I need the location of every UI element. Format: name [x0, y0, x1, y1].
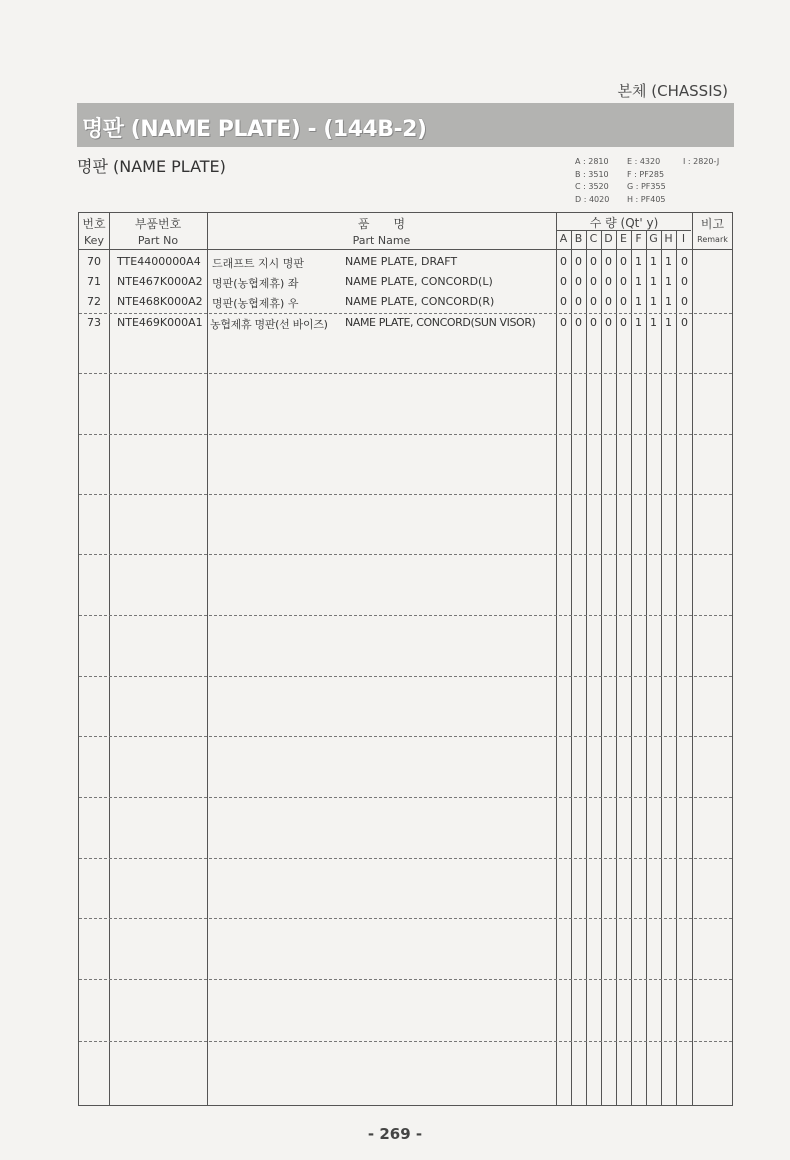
qty-value: 1 — [635, 316, 642, 329]
column-divider — [661, 230, 662, 1105]
model-legend-col1 — [575, 156, 609, 206]
qty-value: 0 — [575, 316, 582, 329]
column-divider — [601, 230, 602, 1105]
header-bottom-line — [79, 249, 732, 250]
qty-value: 0 — [560, 316, 567, 329]
column-divider — [646, 230, 647, 1105]
qty-value: 1 — [665, 275, 672, 288]
legend-entry: I : 2820-J — [683, 157, 720, 166]
legend-entry: A : 2810 — [575, 157, 609, 166]
qty-value: 0 — [590, 255, 597, 268]
qty-value: 0 — [575, 255, 582, 268]
qty-value: 0 — [620, 295, 627, 308]
qty-value: 0 — [620, 275, 627, 288]
row-separator — [79, 736, 732, 737]
page-title: 명판 (NAME PLATE) - (144B-2) — [82, 117, 427, 142]
qty-value: 0 — [681, 295, 688, 308]
parts-table — [78, 212, 733, 1106]
row-separator — [79, 1041, 732, 1042]
qty-value: 0 — [605, 275, 612, 288]
qty-value: 0 — [620, 255, 627, 268]
header-remark-en: Remark — [697, 235, 728, 244]
column-divider — [109, 213, 110, 1105]
qty-col-g: G — [649, 232, 658, 245]
row-part-no: TTE4400000A4 — [117, 255, 201, 268]
column-divider — [676, 230, 677, 1105]
row-key: 72 — [87, 295, 101, 308]
row-separator — [79, 615, 732, 616]
row-part-no: NTE468K000A2 — [117, 295, 203, 308]
column-divider — [556, 213, 557, 1105]
qty-value: 0 — [590, 316, 597, 329]
column-divider — [571, 230, 572, 1105]
row-part-no: NTE467K000A2 — [117, 275, 203, 288]
row-name-en: NAME PLATE, DRAFT — [345, 255, 458, 268]
page-subtitle: 명판 (NAME PLATE) — [77, 157, 226, 176]
row-key: 70 — [87, 255, 101, 268]
qty-value: 0 — [560, 255, 567, 268]
row-name-en: NAME PLATE, CONCORD(L) — [345, 275, 493, 288]
qty-value: 0 — [575, 275, 582, 288]
qty-value: 1 — [650, 255, 657, 268]
qty-value: 1 — [650, 275, 657, 288]
model-legend-col2 — [627, 156, 666, 206]
column-divider — [616, 230, 617, 1105]
page-number: - 269 - — [367, 1125, 423, 1143]
row-separator — [79, 373, 732, 374]
row-key: 71 — [87, 275, 101, 288]
header-remark-kr: 비고 — [700, 217, 725, 231]
qty-value: 1 — [650, 295, 657, 308]
row-name-en: NAME PLATE, CONCORD(R) — [345, 295, 495, 308]
qty-col-b: B — [574, 232, 583, 245]
row-name-kr: 명판(농협제휴) 좌 — [212, 277, 299, 290]
header-key-en: Key — [84, 234, 104, 247]
legend-entry: B : 3510 — [575, 169, 609, 179]
qty-col-d: D — [604, 232, 613, 245]
qty-col-i: I — [681, 232, 686, 245]
row-separator — [79, 554, 732, 555]
qty-value: 0 — [620, 316, 627, 329]
qty-col-c: C — [589, 232, 598, 245]
legend-entry: H : PF405 — [627, 194, 666, 204]
qty-col-h: H — [664, 232, 673, 245]
row-name-kr: 농협제휴 명판(선 바이즈) — [210, 318, 328, 331]
header-key-kr: 번호 — [82, 217, 106, 231]
row-separator — [79, 494, 732, 495]
header-partno-kr: 부품번호 — [134, 217, 182, 231]
header-qty: 수 량 (Qt' y) — [589, 216, 659, 230]
column-divider — [586, 230, 587, 1105]
header-name-kr: 품 명 — [357, 217, 406, 231]
row-separator — [79, 313, 732, 314]
row-name-en: NAME PLATE, CONCORD(SUN VISOR) — [345, 316, 536, 329]
legend-entry: C : 3520 — [575, 182, 609, 191]
model-legend-col3 — [683, 156, 719, 169]
row-separator — [79, 979, 732, 980]
row-separator — [79, 858, 732, 859]
qty-col-a: A — [559, 232, 568, 245]
header-name-en: Part Name — [352, 234, 411, 247]
row-separator — [79, 797, 732, 798]
qty-value: 0 — [681, 255, 688, 268]
qty-value: 1 — [635, 275, 642, 288]
row-separator — [79, 676, 732, 677]
column-divider — [207, 213, 208, 1105]
qty-col-f: F — [635, 232, 642, 245]
qty-value: 0 — [605, 316, 612, 329]
header-partno-en: Part No — [137, 234, 179, 247]
row-name-kr: 명판(농협제휴) 우 — [212, 297, 299, 310]
qty-value: 0 — [590, 295, 597, 308]
qty-value: 1 — [635, 255, 642, 268]
column-divider — [692, 213, 693, 1105]
qty-value: 0 — [590, 275, 597, 288]
row-separator — [79, 918, 732, 919]
qty-value: 1 — [650, 316, 657, 329]
qty-value: 0 — [605, 255, 612, 268]
qty-value: 0 — [575, 295, 582, 308]
row-separator — [79, 434, 732, 435]
qty-value: 1 — [665, 255, 672, 268]
qty-value: 0 — [681, 316, 688, 329]
qty-value: 0 — [605, 295, 612, 308]
legend-entry: F : PF285 — [627, 169, 665, 179]
qty-value: 1 — [635, 295, 642, 308]
section-label: 본체 (CHASSIS) — [617, 82, 728, 100]
qty-value: 0 — [560, 295, 567, 308]
row-name-kr: 드래프트 지시 명판 — [212, 257, 305, 270]
legend-entry: E : 4320 — [627, 157, 661, 166]
row-part-no: NTE469K000A1 — [117, 316, 203, 329]
qty-value: 1 — [665, 316, 672, 329]
qty-value: 0 — [681, 275, 688, 288]
qty-col-e: E — [620, 232, 627, 245]
qty-value: 1 — [665, 295, 672, 308]
legend-entry: D : 4020 — [575, 194, 610, 204]
row-key: 73 — [87, 316, 101, 329]
title-banner — [77, 103, 734, 147]
legend-entry: G : PF355 — [627, 182, 666, 191]
column-divider — [631, 230, 632, 1105]
qty-value: 0 — [560, 275, 567, 288]
